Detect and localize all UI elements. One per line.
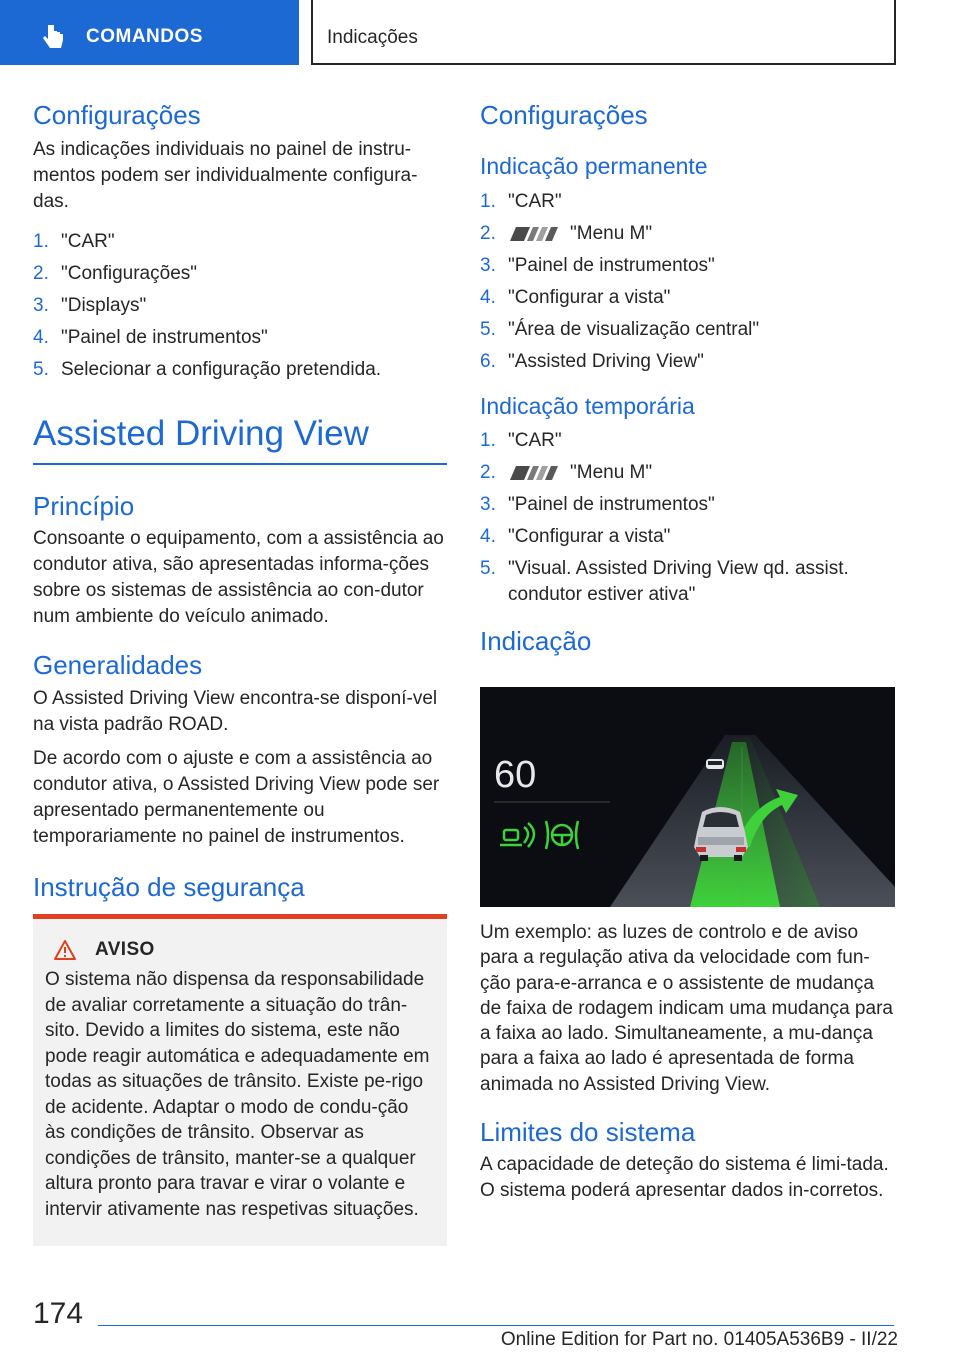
main-title: Assisted Driving View [33, 414, 369, 454]
permanent-heading: Indicação permanente [480, 153, 708, 180]
list-item: 2. "Menu M" [480, 462, 653, 484]
section-label: COMANDOS [86, 26, 203, 47]
warning-label: AVISO [95, 939, 155, 960]
warning-triangle-icon [53, 939, 77, 961]
list-item: 4. "Configurar a vista" [480, 526, 671, 548]
chapter-tab[interactable] [311, 0, 896, 65]
tab-divider [311, 0, 313, 65]
safety-heading: Instrução de segurança [33, 871, 305, 902]
right-column-lower [480, 920, 898, 1203]
config-heading-right: Configurações [480, 100, 648, 130]
car-icon [694, 807, 748, 861]
general-text-2: De acordo com o ajuste e com a assistência ao condutor ativa, o Assisted Driving View pode ser apresentado permanentemente ou temporariamente no painel de instrumentos. [33, 747, 440, 847]
general-heading: Generalidades [33, 650, 203, 681]
list-item: 2. "Configurações" [33, 263, 198, 285]
general-text-1: O Assisted Driving View encontra-se disponí-vel na vista padrão ROAD. [33, 687, 438, 735]
display-caption: Um exemplo: as luzes de controlo e de aviso para a regulação ativa da velocidade com fun-ção para-e-arranca e o assistente de mudança de faixa de rodagem indicam uma mudança para a faixa ao lado. Simultaneamente, a mu-dança para a faixa ao lado é apresentada de forma animada no Assisted Driving View. [480, 922, 893, 1095]
list-item: 2. "Menu M" [480, 222, 653, 244]
hand-pointer-icon [38, 22, 68, 52]
principle-heading: Princípio [33, 491, 135, 522]
speed-readout: 60 [494, 754, 537, 796]
list-item: 5. "Área de visualização central" [480, 318, 760, 340]
footer-rule [98, 1325, 894, 1326]
temporary-steps-list [480, 428, 895, 608]
list-item: 1. "CAR" [33, 231, 115, 253]
config-intro: As indicações individuais no painel de instru-mentos podem ser individualmente configura-das. [33, 139, 418, 213]
section-tab-comandos[interactable] [0, 0, 299, 65]
page-number: 174 [33, 1297, 84, 1330]
m-menu-stripes-icon [508, 464, 560, 482]
warning-box [33, 914, 447, 1246]
list-item: 6. "Assisted Driving View" [480, 350, 704, 372]
list-item: 4. "Painel de instrumentos" [33, 327, 268, 349]
instrument-cluster-image [480, 687, 895, 907]
list-item: 1. "CAR" [480, 190, 562, 212]
warning-text: O sistema não dispensa da responsabilidade de avaliar corretamente a situação do trân-sito. Devido a limites do sistema, este não pode reagir automática e adequadamente em todas as situações de trânsito. Existe pe-rigo de acidente. Adaptar o modo de condu-ção às condições de trânsito. Observar as condições de trânsito, manter-se a qualquer altura pronto para travar e virar o volante e intervir ativamente nas respetivas situações. [45, 969, 430, 1220]
display-heading: Indicação [480, 626, 592, 657]
limits-heading: Limites do sistema [480, 1117, 696, 1148]
config-steps-list [33, 229, 447, 383]
list-item: 3. "Painel de instrumentos" [480, 254, 715, 276]
right-column [480, 100, 895, 658]
list-item: 5. "Visual. Assisted Driving View qd. assist. condutor estiver ativa" [480, 558, 849, 606]
temporary-heading: Indicação temporária [480, 392, 695, 419]
m-menu-stripes-icon [508, 225, 560, 243]
config-heading: Configurações [33, 100, 201, 130]
principle-text: Consoante o equipamento, com a assistência ao condutor ativa, são apresentadas informa-ções sobre os sistemas de assistência ao con-dutor num ambiente do veículo animado. [33, 528, 444, 628]
edition-note: Online Edition for Part no. 01405A536B9 - II/22 [500, 1329, 898, 1350]
assisted-driving-view-graphic [480, 687, 895, 907]
list-item: 3. "Painel de instrumentos" [480, 494, 715, 516]
list-item: 5. Selecionar a configuração pretendida. [33, 359, 382, 381]
permanent-steps-list [480, 189, 895, 375]
limits-text: A capacidade de deteção do sistema é limi-tada. O sistema poderá apresentar dados in-corretos. [480, 1154, 889, 1201]
left-column [33, 100, 447, 903]
chapter-label: Indicações [327, 27, 418, 48]
list-item: 1. "CAR" [480, 430, 562, 452]
list-item: 4. "Configurar a vista" [480, 286, 671, 308]
list-item: 3. "Displays" [33, 295, 147, 317]
title-rule [33, 463, 447, 465]
